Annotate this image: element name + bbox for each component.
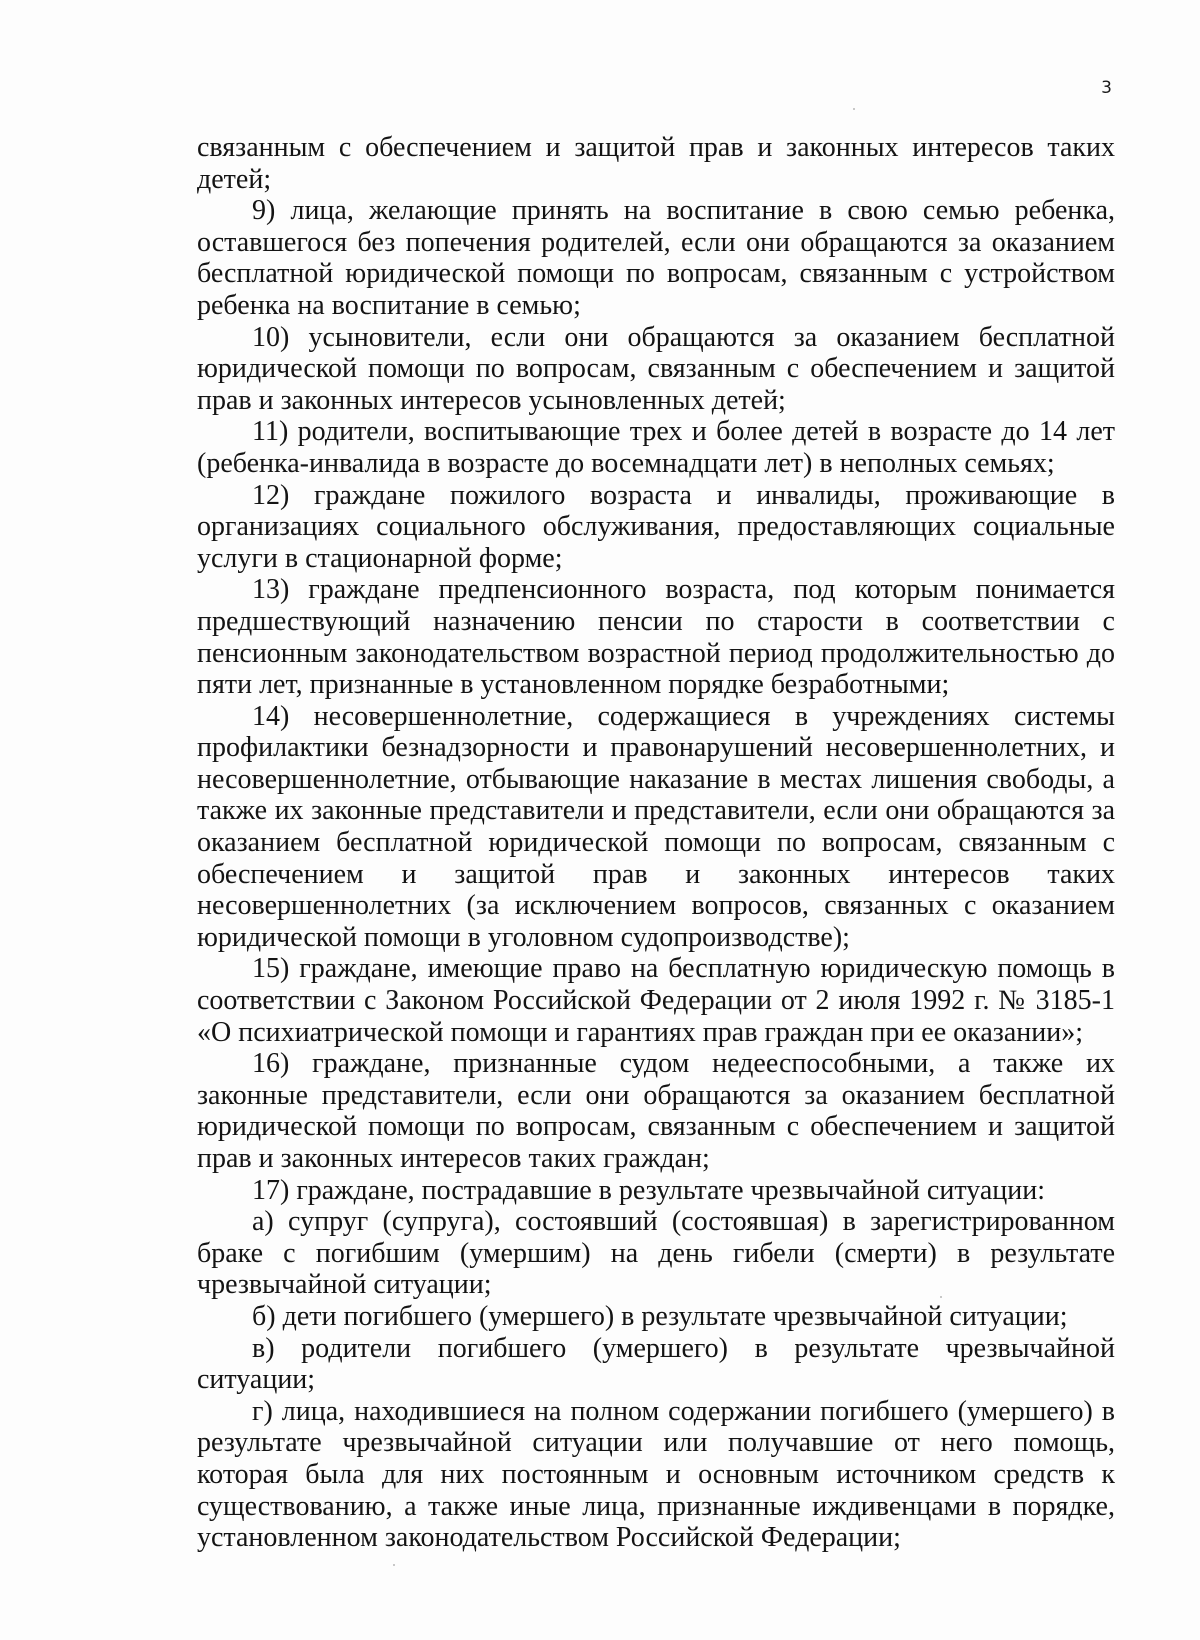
scan-speck [940,1296,942,1298]
scan-speck [853,108,855,110]
paragraph-item-9: 9) лица, желающие принять на воспитание в свою семью ребенка, оставшегося без попечения родителей, если они обращаются за оказанием бесплатной юридической помощи по вопросам, связанным с устройством ребенка на воспитание в семью; [197,195,1115,321]
paragraph-subitem-b: б) дети погибшего (умершего) в результате чрезвычайной ситуации; [252,1300,1068,1332]
paragraph-item-13: 13) граждане предпенсионного возраста, под которым понимается предшествующий назначению пенсии по старости в соответствии с пенсионным законодательством возрастной период продолжительностью до пяти лет, признанные в установленном порядке безработными; [197,574,1115,701]
paragraph-subitem-g: г) лица, находившиеся на полном содержании погибшего (умершего) в результате чрезвычайной ситуации или получавшие от него помощь, которая была для них постоянным и основным источником средств к существованию, а также иные лица, признанные иждивенцами в порядке, установленном законодательством Российской Федерации; [197,1395,1115,1554]
paragraph-item-17: 17) граждане, пострадавшие в результате чрезвычайной ситуации: [252,1174,1045,1206]
paragraph-subitem-v: в) родители погибшего (умершего) в результате чрезвычайной ситуации; [197,1332,1115,1396]
paragraph-item-11: 11) родители, воспитывающие трех и более детей в возрасте до 14 лет (ребенка-инвалида в возрасте до восемнадцати лет) в неполных семьях; [197,416,1115,479]
paragraph-continuation: связанным с обеспечением и защитой прав и законных интересов таких детей; [197,132,1115,195]
paragraph-item-16: 16) граждане, признанные судом недееспособными, а также их законные представители, если они обращаются за оказанием бесплатной юридической помощи по вопросам, связанным с обеспечением и защитой прав и законных интересов таких граждан; [197,1048,1115,1174]
document-body [197,132,1115,1554]
page-number: 3 [1101,78,1112,98]
paragraph-subitem-a: а) супруг (супруга), состоявший (состоявшая) в зарегистрированном браке с погибшим (умершим) на день гибели (смерти) в результате чрезвычайной ситуации; [197,1206,1115,1301]
paragraph-item-15: 15) граждане, имеющие право на бесплатную юридическую помощь в соответствии с Законом Российской Федерации от 2 июля 1992 г. № 3185-1 «О психиатрической помощи и гарантиях прав граждан при ее оказании»; [197,953,1115,1048]
scan-speck [393,1564,395,1566]
paragraph-item-12: 12) граждане пожилого возраста и инвалиды, проживающие в организациях социального обслуживания, предоставляющих социальные услуги в стационарной форме; [197,479,1115,574]
paragraph-item-14: 14) несовершеннолетние, содержащиеся в учреждениях системы профилактики безнадзорности и правонарушений несовершеннолетних, и несовершеннолетние, отбывающие наказание в местах лишения свободы, а также их законные представители и представители, если они обращаются за оказанием бесплатной юридической помощи по вопросам, связанным с обеспечением и защитой прав и законных интересов таких несовершеннолетних (за исключением вопросов, связанных с оказанием юридической помощи в уголовном судопроизводстве); [197,700,1115,953]
paragraph-item-10: 10) усыновители, если они обращаются за оказанием бесплатной юридической помощи по вопросам, связанным с обеспечением и защитой прав и законных интересов усыновленных детей; [197,321,1115,416]
